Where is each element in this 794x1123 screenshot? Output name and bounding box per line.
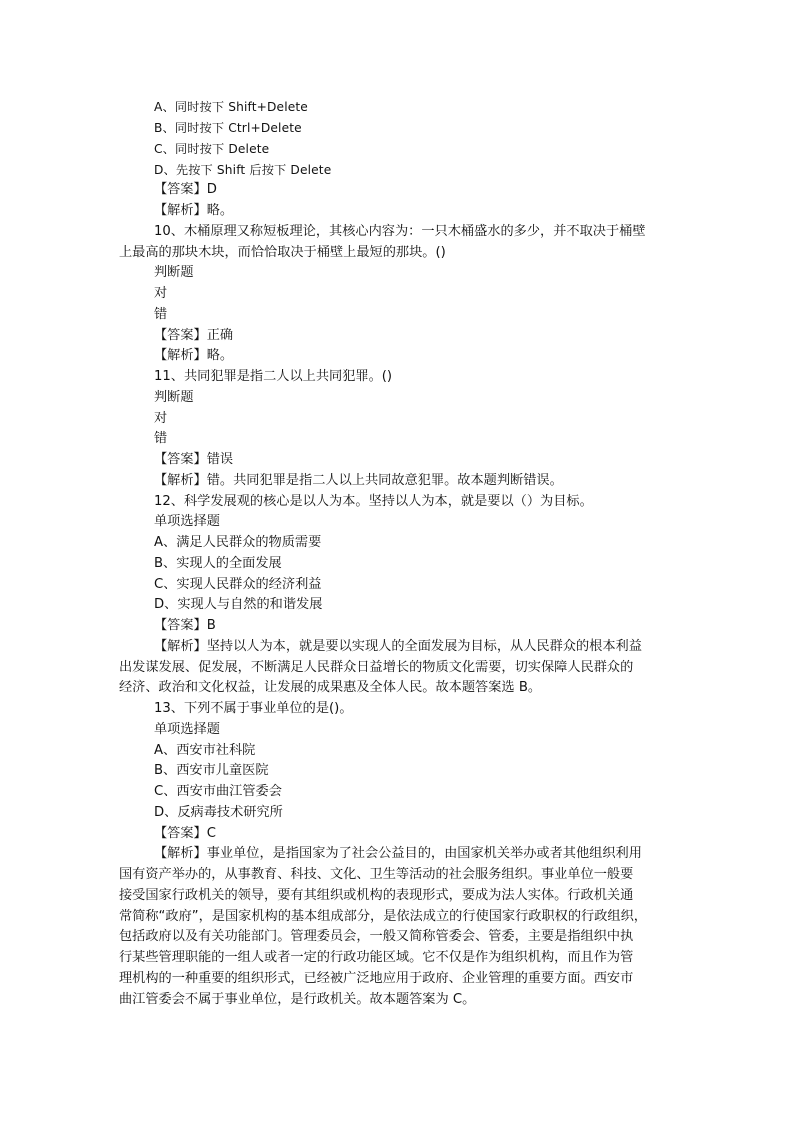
q11-analysis: 【解析】错。共同犯罪是指二人以上共同故意犯罪。故本题判断错误。 — [154, 473, 563, 488]
q12-analysis-line3: 经济、政治和文化权益，让发展的成果惠及全体人民。故本题答案选 B。 — [119, 680, 542, 695]
q12-option-d: D、实现人与自然的和谐发展 — [154, 597, 323, 612]
q13-analysis-line5: 包括政府以及有关功能部门。管理委员会，一般又简称管委会、管委，主要是指组织中执 — [119, 929, 634, 944]
q9-analysis: 【解析】略。 — [154, 203, 234, 218]
q13-type: 单项选择题 — [154, 722, 220, 737]
q13-analysis-line6: 行某些管理职能的一组人或者一定的行政功能区域。它不仅是作为组织机构，而且作为管 — [119, 950, 634, 965]
q11-option-false: 错 — [154, 431, 168, 446]
q12-answer: 【答案】B — [154, 618, 216, 633]
q9-option-c: C、同时按下 Delete — [154, 142, 270, 156]
q13-analysis-line4: 常简称“政府”，是国家机构的基本组成部分，是依法成立的行使国家行政职权的行政组织， — [119, 909, 647, 924]
q12-analysis-line2: 出发谋发展、促发展，不断满足人民群众日益增长的物质文化需要，切实保障人民群众的 — [119, 660, 634, 675]
q10-type: 判断题 — [154, 265, 194, 280]
q12-stem: 12、科学发展观的核心是以人为本。坚持以人为本，就是要以（）为目标。 — [154, 494, 593, 509]
q13-analysis-line7: 理机构的一种重要的组织形式，已经被广泛地应用于政府、企业管理的重要方面。西安市 — [119, 971, 634, 986]
q9-answer: 【答案】D — [154, 182, 217, 197]
q13-stem: 13、下列不属于事业单位的是()。 — [154, 701, 353, 716]
q10-answer: 【答案】正确 — [154, 328, 234, 343]
q9-option-b: B、同时按下 Ctrl+Delete — [154, 121, 302, 135]
q12-type: 单项选择题 — [154, 514, 220, 529]
q12-option-a: A、满足人民群众的物质需要 — [154, 535, 322, 550]
q13-analysis-line3: 接受国家行政机关的领导，要有其组织或机构的表现形式，要成为法人实体。行政机关通 — [119, 888, 634, 903]
q10-stem-line2: 上最高的那块木块，而恰恰取决于桶壁上最短的那块。() — [119, 245, 446, 260]
q12-analysis-line1: 【解析】坚持以人为本，就是要以实现人的全面发展为目标，从人民群众的根本利益 — [154, 639, 642, 654]
q13-analysis-line2: 国有资产举办的，从事教育、科技、文化、卫生等活动的社会服务组织。事业单位一般要 — [119, 867, 634, 882]
q11-answer: 【答案】错误 — [154, 452, 234, 467]
q13-option-b: B、西安市儿童医院 — [154, 763, 269, 778]
q9-option-d: D、先按下 Shift 后按下 Delete — [154, 163, 332, 177]
q10-option-false: 错 — [154, 307, 168, 322]
q10-option-true: 对 — [154, 286, 168, 301]
q13-analysis-line1: 【解析】事业单位，是指国家为了社会公益目的，由国家机关举办或者其他组织利用 — [154, 846, 642, 861]
q10-stem-line1: 10、木桶原理又称短板理论，其核心内容为：一只木桶盛水的多少，并不取决于桶壁 — [154, 224, 646, 239]
q9-option-a: A、同时按下 Shift+Delete — [154, 100, 308, 114]
q11-type: 判断题 — [154, 390, 194, 405]
q13-analysis-line8: 曲江管委会不属于事业单位，是行政机关。故本题答案为 C。 — [119, 992, 476, 1007]
q11-stem: 11、共同犯罪是指二人以上共同犯罪。() — [154, 369, 393, 384]
q13-option-d: D、反病毒技术研究所 — [154, 805, 283, 820]
q13-option-c: C、西安市曲江管委会 — [154, 784, 282, 799]
q13-option-a: A、西安市社科院 — [154, 743, 256, 758]
q12-option-b: B、实现人的全面发展 — [154, 556, 282, 571]
q12-option-c: C、实现人民群众的经济利益 — [154, 577, 322, 592]
q13-answer: 【答案】C — [154, 826, 216, 841]
q11-option-true: 对 — [154, 411, 168, 426]
q10-analysis: 【解析】略。 — [154, 348, 234, 363]
